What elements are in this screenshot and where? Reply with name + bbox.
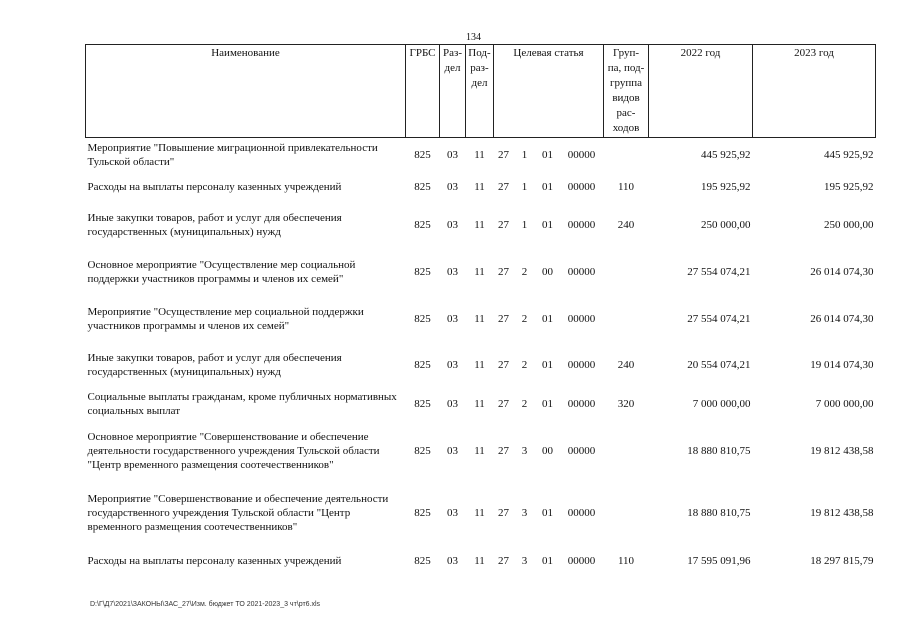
row-target-3: 00	[542, 265, 553, 278]
row-2022: 195 925,92	[701, 180, 751, 193]
row-grbs: 825	[414, 554, 431, 567]
row-2023: 26 014 074,30	[810, 265, 874, 278]
row-name: Иные закупки товаров, работ и услуг для обеспечения государственных (муниципальных) нужд	[87, 211, 342, 238]
row-group: 110	[617, 180, 635, 193]
row-name: Мероприятие "Повышение миграционной привлекательности Тульской области"	[87, 141, 378, 168]
row-podrazdel: 11	[474, 358, 485, 371]
header-target: Целевая статья	[494, 45, 604, 138]
row-target-3: 01	[542, 506, 553, 519]
row-name: Основное мероприятие "Совершенствование и обеспечение деятельности государственного учреждения Тульской области "Центр временного размещения соотечественников"	[87, 430, 380, 471]
header-name: Наименование	[86, 45, 406, 138]
row-2022: 445 925,92	[701, 148, 751, 161]
row-2022: 27 554 074,21	[687, 265, 751, 278]
row-2023: 19 812 438,58	[810, 506, 874, 519]
row-2022: 17 595 091,96	[687, 554, 751, 567]
row-target-2: 3	[521, 506, 528, 519]
row-razdel: 03	[447, 358, 458, 371]
row-podrazdel: 11	[474, 218, 485, 231]
table-row	[86, 420, 876, 482]
table-row	[86, 544, 876, 578]
row-grbs: 825	[414, 218, 431, 231]
row-group: 240	[617, 218, 635, 231]
row-target-4: 00000	[567, 180, 596, 193]
row-razdel: 03	[447, 265, 458, 278]
row-name: Социальные выплаты гражданам, кроме публичных нормативных социальных выплат	[87, 390, 397, 417]
row-target-3: 01	[542, 397, 553, 410]
table-row	[86, 172, 876, 202]
row-2022: 18 880 810,75	[687, 444, 751, 457]
row-target-2: 2	[521, 312, 528, 325]
row-target-1: 27	[498, 506, 509, 519]
table-row	[86, 482, 876, 544]
row-target-2: 2	[521, 358, 528, 371]
row-2022: 20 554 074,21	[687, 358, 751, 371]
row-razdel: 03	[447, 397, 458, 410]
row-target-1: 27	[498, 265, 509, 278]
row-target-1: 27	[498, 148, 509, 161]
row-target-4: 00000	[567, 148, 596, 161]
row-target-1: 27	[498, 180, 509, 193]
row-2023: 26 014 074,30	[810, 312, 874, 325]
row-group	[604, 420, 649, 482]
row-name: Иные закупки товаров, работ и услуг для обеспечения государственных (муниципальных) нужд	[87, 351, 342, 378]
header-2022: 2022 год	[649, 45, 753, 138]
row-group	[604, 248, 649, 296]
row-2022: 27 554 074,21	[687, 312, 751, 325]
row-group	[604, 482, 649, 544]
row-target-3: 01	[542, 148, 553, 161]
row-grbs: 825	[414, 506, 431, 519]
table-row	[86, 248, 876, 296]
row-target-1: 27	[498, 312, 509, 325]
budget-table	[85, 44, 876, 578]
row-2022: 250 000,00	[701, 218, 751, 231]
table-row	[86, 342, 876, 388]
row-name: Мероприятие "Осуществление мер социальной поддержки участников программы и членов их семей"	[87, 305, 364, 332]
table-row	[86, 138, 876, 172]
row-razdel: 03	[447, 180, 458, 193]
row-grbs: 825	[414, 444, 431, 457]
row-podrazdel: 11	[474, 312, 485, 325]
row-2023: 18 297 815,79	[810, 554, 874, 567]
row-name: Мероприятие "Совершенствование и обеспечение деятельности государственного учреждения Тульской области "Центр временного размещения соотечественников"	[87, 492, 389, 533]
row-grbs: 825	[414, 312, 431, 325]
row-2023: 7 000 000,00	[815, 397, 874, 410]
row-target-1: 27	[498, 397, 509, 410]
row-group	[604, 138, 649, 172]
row-2023: 250 000,00	[824, 218, 874, 231]
row-target-2: 2	[521, 265, 528, 278]
row-target-2: 3	[521, 554, 528, 567]
row-grbs: 825	[414, 180, 431, 193]
row-podrazdel: 11	[474, 148, 485, 161]
row-target-4: 00000	[567, 444, 596, 457]
row-target-2: 1	[521, 218, 528, 231]
page-number: 134	[466, 32, 481, 43]
row-target-2: 2	[521, 397, 528, 410]
table-row	[86, 202, 876, 248]
header-2023: 2023 год	[753, 45, 876, 138]
row-grbs: 825	[414, 397, 431, 410]
row-razdel: 03	[447, 148, 458, 161]
row-target-4: 00000	[567, 265, 596, 278]
row-podrazdel: 11	[474, 397, 485, 410]
row-target-1: 27	[498, 218, 509, 231]
row-target-3: 01	[542, 180, 553, 193]
file-path-footer: D:\Г\Д7\2021\ЗАКОНЫ\ЗАС_27\Изм. бюджет ТО 2021-2023_3 чт\рт6.xls	[90, 601, 321, 608]
row-podrazdel: 11	[474, 180, 485, 193]
row-target-3: 01	[542, 312, 553, 325]
row-target-4: 00000	[567, 312, 596, 325]
row-target-3: 01	[542, 358, 553, 371]
table-row	[86, 296, 876, 342]
row-target-1: 27	[498, 554, 509, 567]
row-group	[604, 296, 649, 342]
header-grbs: ГРБС	[406, 45, 440, 138]
row-podrazdel: 11	[474, 554, 485, 567]
row-target-3: 01	[542, 218, 553, 231]
row-razdel: 03	[447, 554, 458, 567]
header-razdel: Раз- дел	[440, 45, 466, 138]
row-podrazdel: 11	[474, 444, 485, 457]
row-2023: 445 925,92	[824, 148, 874, 161]
row-target-1: 27	[498, 444, 509, 457]
row-target-4: 00000	[567, 554, 596, 567]
row-target-3: 01	[542, 554, 553, 567]
row-grbs: 825	[414, 148, 431, 161]
row-2023: 19 812 438,58	[810, 444, 874, 457]
row-razdel: 03	[447, 312, 458, 325]
row-podrazdel: 11	[474, 265, 485, 278]
row-name: Расходы на выплаты персоналу казенных учреждений	[87, 554, 342, 567]
row-razdel: 03	[447, 506, 458, 519]
row-group: 320	[617, 397, 635, 410]
header-group: Груп- па, под- группа видов рас- ходов	[604, 45, 649, 138]
row-target-4: 00000	[567, 397, 596, 410]
row-target-2: 1	[521, 180, 528, 193]
row-razdel: 03	[447, 218, 458, 231]
row-razdel: 03	[447, 444, 458, 457]
row-2023: 19 014 074,30	[810, 358, 874, 371]
row-grbs: 825	[414, 265, 431, 278]
row-group: 110	[617, 554, 635, 567]
row-target-2: 1	[521, 148, 528, 161]
row-target-3: 00	[542, 444, 553, 457]
row-target-2: 3	[521, 444, 528, 457]
row-name: Расходы на выплаты персоналу казенных учреждений	[87, 180, 342, 193]
row-2022: 18 880 810,75	[687, 506, 751, 519]
header-podrazdel: Под- раз- дел	[466, 45, 494, 138]
row-group: 240	[617, 358, 635, 371]
row-podrazdel: 11	[474, 506, 485, 519]
row-grbs: 825	[414, 358, 431, 371]
table-header-row	[86, 45, 876, 138]
row-2022: 7 000 000,00	[692, 397, 751, 410]
row-2023: 195 925,92	[824, 180, 874, 193]
row-target-1: 27	[498, 358, 509, 371]
table-row	[86, 388, 876, 420]
row-target-4: 00000	[567, 506, 596, 519]
row-target-4: 00000	[567, 218, 596, 231]
row-name: Основное мероприятие "Осуществление мер социальной поддержки участников программы и членов их семей"	[87, 258, 356, 285]
row-target-4: 00000	[567, 358, 596, 371]
